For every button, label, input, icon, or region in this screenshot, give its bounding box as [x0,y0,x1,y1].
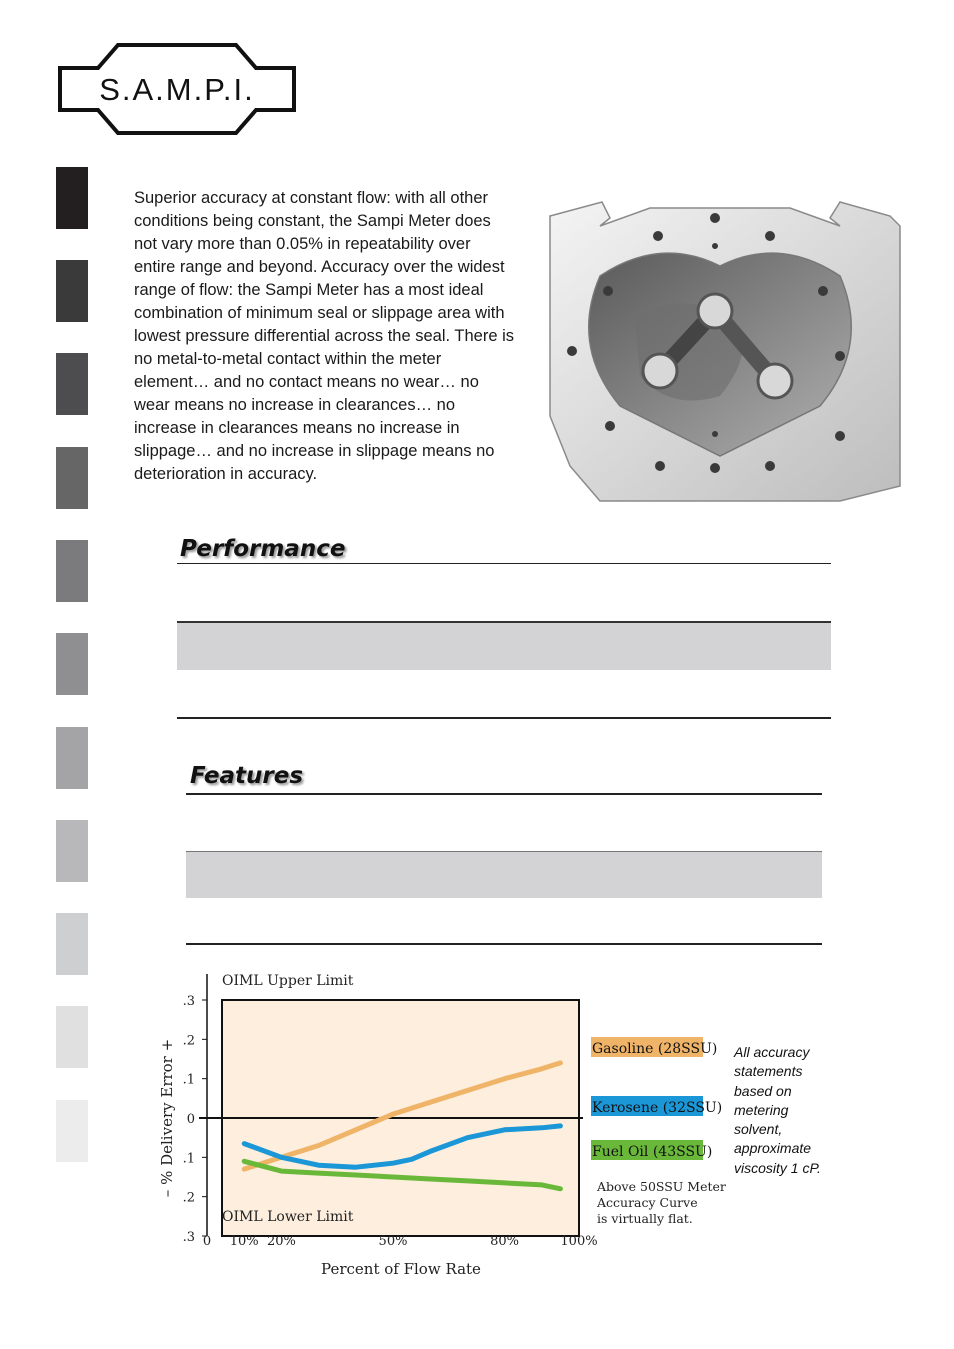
x-tick-label: 80% [490,1234,520,1249]
lower-limit-label: OIML Lower Limit [222,1209,354,1225]
y-tick-label: 0 [186,1112,195,1127]
y-tick-label: .2 [182,1033,195,1049]
accuracy-note [734,1043,844,1178]
x-tick-label: 10% [229,1234,259,1249]
x-tick-label: 50% [378,1234,408,1249]
note-line: All accuracy [734,1044,810,1060]
meter-illustration [540,196,912,510]
sidebar-swatch-1 [56,167,88,229]
product-image [540,196,912,510]
sidebar-swatch-6 [56,633,88,695]
intro-paragraph: Superior accuracy at constant flow: with all other conditions being constant, the Sampi Meter does not vary more than 0.05% in repeatability over entire range and beyond. Accuracy over the widest range of flow: the Sampi Meter has a most ideal combination of minimum seal or slippage area with lowest pressure differential across the seal. There is no metal-to-metal contact within the meter element… and no contact means no wear… no wear means no increase in clearances… no increase in clearances means no increase in slippage… and no increase in slippage means no deterioration in accuracy. [134,189,514,483]
x-tick-label: 100% [560,1234,598,1249]
chart-annotation-line: Above 50SSU Meter [597,1179,726,1194]
performance-rule-bottom [177,717,831,719]
note-line: solvent, [734,1121,783,1138]
y-tick-label: .1 [182,1151,195,1167]
note-line: based on [734,1082,792,1099]
sampi-logo [56,42,298,136]
features-heading: Features [190,763,304,789]
sidebar-swatch-5 [56,540,88,602]
performance-band [177,621,831,670]
legend-label-3: Fuel Oil (43SSU) [592,1144,713,1160]
y-tick-label: .3 [182,1230,195,1245]
legend-label-1: Gasoline (28SSU) [592,1041,718,1057]
x-tick-label: 20% [266,1234,296,1249]
note-line: approximate [734,1140,812,1157]
note-line: metering [734,1101,789,1118]
y-axis-label: – % Delivery Error + [158,1038,176,1198]
sidebar-swatch-7 [56,727,88,789]
x-axis-label: Percent of Flow Rate [321,1260,481,1278]
features-rule-bottom [186,943,822,945]
performance-rule-top [177,563,831,564]
features-rule-top [186,793,822,795]
sidebar-swatch-9 [56,913,88,975]
accuracy-chart [150,960,730,1290]
note-line: viscosity 1 cP. [734,1159,821,1176]
sidebar-swatch-3 [56,353,88,415]
x-tick-label: 0 [202,1234,212,1249]
sidebar-swatch-4 [56,447,88,509]
legend-label-2: Kerosene (32SSU) [592,1100,723,1116]
upper-limit-label: OIML Upper Limit [222,973,354,989]
chart-annotation-line: Accuracy Curve [597,1195,698,1210]
performance-heading: Performance [180,536,346,562]
sidebar-swatch-2 [56,260,88,322]
chart-annotation-line: is virtually flat. [597,1211,693,1226]
note-line: statements [734,1063,803,1080]
sidebar-swatch-8 [56,820,88,882]
sidebar-swatch-10 [56,1006,88,1068]
features-band [186,851,822,898]
logo-text: S.A.M.P.I. [99,72,255,107]
y-tick-label: .1 [182,1072,195,1088]
sidebar-swatch-11 [56,1100,88,1162]
y-tick-label: .2 [182,1190,195,1206]
y-tick-label: .3 [182,994,195,1009]
